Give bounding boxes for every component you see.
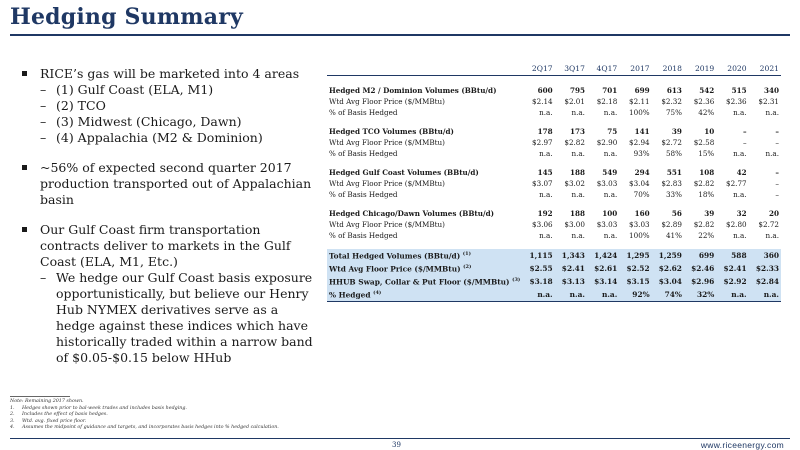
row-label-text: % of Basis Hedged [329,190,398,199]
table-cell: $2.96 [684,275,716,288]
table-row [327,126,781,137]
table-cell: 39 [671,127,682,136]
table-cell: 92% [619,288,651,302]
row-label-text: % of Basis Hedged [329,149,398,158]
table-cell: 188 [569,168,585,177]
table-cell: $2.52 [619,262,651,275]
row-label [327,148,522,159]
dash-bullet-icon: – [40,270,47,285]
table-cell: n.a. [765,108,779,117]
table-cell: $2.11 [629,97,650,106]
page-number: 39 [392,441,401,449]
column-header: 4Q17 [587,62,619,76]
table-cell: $2.77 [726,179,747,188]
sub-bullet-list [22,270,317,366]
spacer-cell [327,76,781,86]
table-cell: 1,115 [522,249,554,262]
table-row [327,96,781,107]
table-cell: $2.83 [661,179,682,188]
table-cell: $2.31 [758,97,779,106]
row-label [327,107,522,118]
table-row [327,208,781,219]
spacer-cell [327,200,781,208]
table-cell: $2.94 [629,138,650,147]
table-cell: 39 [704,209,715,218]
bullet-item [22,160,317,208]
row-label [327,219,522,230]
table-cell: n.a. [539,108,553,117]
footnotes [10,399,510,432]
table-row [327,167,781,178]
table-row [327,85,781,96]
table-cell: 588 [716,249,748,262]
table-cell: – [775,190,779,199]
table-cell: $2.97 [532,138,553,147]
footnote-text: Wtd. avg. fixed price floor. [22,418,87,424]
table-cell: $2.72 [661,138,682,147]
table-cell: n.a. [539,231,553,240]
row-label [327,85,522,96]
table-cell: $2.32 [661,97,682,106]
footnote-ref: (2) [463,263,472,270]
table-cell: 22% [698,231,715,240]
table-cell: n.a. [522,288,554,302]
table-row [327,262,781,275]
table-cell: 41% [665,231,682,240]
table-cell: 551 [666,168,682,177]
table-cell: n.a. [571,108,585,117]
table-cell: 10 [704,127,715,136]
table-row [327,288,781,302]
table-cell: $2.18 [596,97,618,106]
row-label [327,275,522,288]
spacer [22,146,317,160]
table-cell: 18% [698,190,715,199]
bullet-text: ~56% of expected second quarter 2017 production transported out of Appalachian basin [40,160,312,207]
table-cell: 795 [569,86,585,95]
row-label-text: Hedged Gulf Coast Volumes (BBtu/d) [329,168,479,177]
table-cell: n.a. [603,231,618,240]
table-cell: $3.03 [596,179,618,188]
row-label [327,288,522,302]
table-row [327,107,781,118]
table-cell: 294 [634,168,650,177]
row-label-text: % Hedged [329,290,371,300]
table-cell: 699 [634,86,650,95]
table-cell: $2.61 [587,262,619,275]
table-cell: 699 [684,249,716,262]
table-cell: $2.84 [749,275,781,288]
table-cell: 74% [652,288,684,302]
hedging-table [327,62,781,302]
spacer-cell [327,118,781,126]
table-cell: $2.92 [716,275,748,288]
table-cell: 515 [731,86,747,95]
table-cell: n.a. [733,190,747,199]
spacer-row [327,76,781,86]
table-cell: n.a. [603,190,618,199]
footnote-number: 4. [10,425,15,430]
table-cell: 613 [666,86,682,95]
row-label-text: Total Hedged Volumes (BBtu/d) [329,251,461,261]
footer-divider [10,438,790,439]
table-cell: 173 [569,127,585,136]
row-label [327,189,522,200]
table-cell: n.a. [539,190,553,199]
table-cell: $2.14 [532,97,553,106]
bullet-text: Our Gulf Coast firm transportation contracts deliver to markets in the Gulf Coast (ELA, M1, Etc.) [40,222,291,269]
table-cell: $3.04 [652,275,684,288]
spacer-row [327,118,781,126]
column-header: 2017 [619,62,651,76]
square-bullet-icon [22,227,27,232]
row-label-text: HHUB Swap, Collar & Put Floor ($/MMBtu) [329,277,510,287]
row-label-text: Wtd Avg Floor Price ($/MMBtu) [329,220,445,229]
sub-bullet-list [22,82,317,146]
dash-bullet-icon: – [40,82,47,97]
table-row [327,189,781,200]
column-header: 3Q17 [555,62,587,76]
row-label-text: Hedged M2 / Dominion Volumes (BBtu/d) [329,86,497,95]
bullet-list [22,66,317,366]
dash-bullet-icon: – [40,98,47,113]
footnote-ref: (3) [512,276,521,283]
footnote-number: 3. [10,418,15,424]
table-cell: 178 [537,127,553,136]
table-cell: $3.03 [596,220,618,229]
table-cell: n.a. [603,108,618,117]
table-row [327,137,781,148]
table-cell: – [743,138,747,147]
table-cell: 75% [665,108,682,117]
table-cell: 160 [634,209,650,218]
table-body [327,76,781,302]
row-label-text: Hedged TCO Volumes (BBtu/d) [329,127,454,136]
table-cell: n.a. [571,231,585,240]
footnote-text: Assumes the midpoint of guidance and targets, and incorporates basis hedges into % hedged calculation. [22,425,279,430]
row-label [327,208,522,219]
table-row [327,178,781,189]
table-cell: n.a. [733,108,747,117]
table-cell: $2.72 [758,220,779,229]
table-cell: 1,424 [587,249,619,262]
bullet-item [22,66,317,82]
table-cell: 42 [736,168,747,177]
title-divider [10,34,790,36]
table-cell: 75 [607,127,618,136]
row-label-text: % of Basis Hedged [329,231,398,240]
spacer-cell [327,159,781,167]
sub-bullet-text: (3) Midwest (Chicago, Dawn) [56,114,242,129]
table-cell: $2.82 [564,138,585,147]
row-label [327,126,522,137]
table-cell: $2.89 [661,220,682,229]
table-cell: 15% [698,149,715,158]
table-cell: $3.13 [555,275,587,288]
footnote-text: Hedges shown prior to bal-week trades and includes basis hedging. [22,405,187,411]
bullet-item [22,222,317,270]
table-cell: n.a. [733,231,747,240]
table-cell: $2.36 [726,97,747,106]
sub-bullet-item [22,114,317,130]
column-header: 2019 [684,62,716,76]
sub-bullet-text: (2) TCO [56,98,106,113]
table-cell: n.a. [539,149,553,158]
table-cell: 93% [633,149,650,158]
footnote-ref: (1) [462,250,471,257]
table-cell: 188 [569,209,585,218]
spacer [22,208,317,222]
row-label-text: % of Basis Hedged [329,108,398,117]
table-cell: 549 [602,168,618,177]
page-title: Hedging Summary [10,4,244,30]
row-label-text: Wtd Avg Floor Price ($/MMBtu) [329,97,445,106]
table-cell: $3.00 [564,220,585,229]
table-cell: $3.07 [532,179,553,188]
table-cell: n.a. [749,288,781,302]
website-link[interactable]: www.riceenergy.com [700,440,784,450]
table-cell: 20 [768,209,779,218]
table-cell: – [775,179,779,188]
table-cell: $2.46 [684,262,716,275]
spacer-cell [327,241,781,249]
table-cell: $3.03 [629,220,650,229]
dash-bullet-icon: – [40,130,47,145]
table-cell: 340 [763,86,779,95]
spacer-row [327,200,781,208]
table-cell: – [743,127,747,136]
column-header: 2020 [716,62,748,76]
table-cell: $2.58 [693,138,715,147]
table-cell: $3.18 [522,275,554,288]
sub-bullet-item [22,130,317,146]
dash-bullet-icon: – [40,114,47,129]
table-header-row [327,62,781,76]
table-cell: $3.15 [619,275,651,288]
table-cell: n.a. [765,149,779,158]
table-cell: 1,259 [652,249,684,262]
table-cell: n.a. [555,288,587,302]
footnote-ref: (4) [373,289,382,296]
sub-bullet-text: (1) Gulf Coast (ELA, M1) [56,82,214,97]
table-row [327,148,781,159]
table-cell: 1,343 [555,249,587,262]
table-cell: n.a. [571,149,585,158]
table-cell: 141 [634,127,650,136]
table-cell: 58% [665,149,682,158]
table-cell: 360 [749,249,781,262]
row-label-text: Hedged Chicago/Dawn Volumes (BBtu/d) [329,209,495,218]
table-cell: $2.33 [749,262,781,275]
table-cell: n.a. [716,288,748,302]
sub-bullet-text: We hedge our Gulf Coast basis exposure opportunistically, but believe our Henry Hub NYMEX derivatives serve as a hedge against these indices which have historically traded within a narrow band of $0.05-$0.15 below HHub [56,270,313,365]
table-cell: 542 [699,86,715,95]
square-bullet-icon [22,165,27,170]
table-cell: 70% [633,190,650,199]
table-cell: 100% [629,231,650,240]
table-cell: $3.04 [629,179,650,188]
table-cell: 108 [699,168,715,177]
table-cell: 100 [602,209,618,218]
row-label [327,96,522,107]
square-bullet-icon [22,71,27,76]
column-header: 2018 [652,62,684,76]
table-cell: n.a. [603,149,618,158]
table-cell: – [775,127,779,136]
table-row [327,230,781,241]
table-row [327,275,781,288]
table-cell: 42% [698,108,715,117]
table-cell: $2.41 [716,262,748,275]
table-cell: $2.55 [522,262,554,275]
table-cell: – [775,168,779,177]
row-label [327,262,522,275]
footnote-number: 1. [10,405,15,411]
table-cell: $2.80 [726,220,747,229]
table-cell: 33% [665,190,682,199]
table-cell: 145 [537,168,553,177]
footnote-intro: Note: Remaining 2017 shown. [10,399,84,404]
row-label [327,178,522,189]
table-cell: $3.14 [587,275,619,288]
table-cell: 32% [684,288,716,302]
table-cell: n.a. [587,288,619,302]
table-cell: 32 [736,209,747,218]
table-cell: 100% [629,108,650,117]
table-cell: n.a. [571,190,585,199]
table-cell: $2.01 [564,97,585,106]
table-cell: 1,295 [619,249,651,262]
notes-divider [10,396,70,397]
column-header: 2021 [749,62,781,76]
spacer-row [327,241,781,249]
sub-bullet-item [22,270,317,366]
table-cell: 192 [537,209,553,218]
bullet-text: RICE’s gas will be marketed into 4 areas [40,66,300,81]
row-label-text: Wtd Avg Floor Price ($/MMBtu) [329,179,445,188]
table-cell: n.a. [765,231,779,240]
table-cell: 56 [671,209,682,218]
row-label [327,249,522,262]
table-cell: 600 [537,86,553,95]
column-header: 2Q17 [522,62,554,76]
table-cell: $3.02 [564,179,585,188]
footnote-text: Includes the effect of basis hedges. [22,412,108,417]
footnote [10,425,510,432]
spacer-row [327,159,781,167]
row-label [327,137,522,148]
table-cell: n.a. [733,149,747,158]
row-label-text: Wtd Avg Floor Price ($/MMBtu) [329,138,445,147]
table-row [327,249,781,262]
sub-bullet-text: (4) Appalachia (M2 & Dominion) [56,130,263,145]
table-cell: $3.06 [532,220,553,229]
table-cell: $2.41 [555,262,587,275]
row-label-text: Wtd Avg Floor Price ($/MMBtu) [329,264,461,274]
row-label [327,167,522,178]
table-cell: $2.82 [693,220,715,229]
table-cell: $2.36 [693,97,715,106]
label-column-header [327,62,522,76]
table-cell: $2.82 [693,179,715,188]
table-cell: – [775,138,779,147]
sub-bullet-item [22,82,317,98]
table-cell: 701 [602,86,618,95]
row-label [327,230,522,241]
footnote-number: 2. [10,412,15,417]
sub-bullet-item [22,98,317,114]
table-cell: $2.90 [596,138,618,147]
table-cell: $2.62 [652,262,684,275]
table-row [327,219,781,230]
